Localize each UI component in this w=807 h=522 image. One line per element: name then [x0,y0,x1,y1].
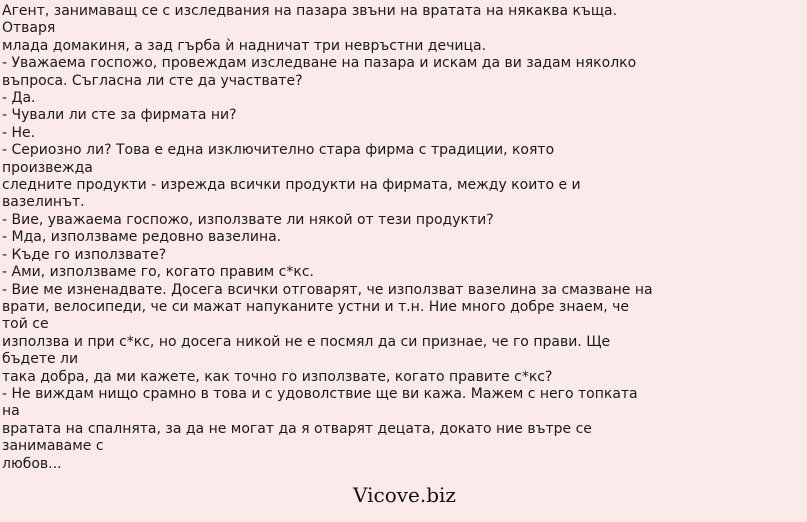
joke-line: вазелинът. [2,194,85,211]
joke-line: следните продукти - изрежда всички продукти на фирмата, между които е и [2,177,581,194]
joke-line: врати, велосипеди, че си мажат напуканите устни и т.н. Ние много добре знаем, че [2,298,630,315]
joke-line: - Сериозно ли? Това е една изключително стара фирма с традиции, която [2,142,555,159]
joke-line: - Вие ме изненадвате. Досега всички отговарят, че използват вазелина за смазване на [2,281,653,298]
joke-line: - Вие, уважаема госпожо, използвате ли някой от тези продукти? [2,211,494,228]
joke-line: - Уважаема госпожо, провеждам изследване на пазара и искам да ви задам няколко [2,55,637,72]
joke-line: - Чували ли сте за фирмата ни? [2,107,237,124]
joke-line: любов... [2,455,62,472]
joke-line: - Не. [2,124,36,141]
joke-line: - Да. [2,90,36,107]
joke-line: въпроса. Съгласна ли сте да участвате? [2,72,303,89]
joke-text [2,3,802,473]
joke-line: произвежда [2,159,93,176]
joke-line: така добра, да ми кажете, как точно го използвате, когато правите с*кс? [2,368,553,385]
joke-line: той се [2,316,49,333]
joke-line: на [2,403,20,420]
joke-line: занимаваме с [2,438,104,455]
joke-line: млада домакиня, а зад гърба ѝ надничат три невръстни дечица. [2,37,487,54]
joke-line: - Ами, използваме го, когато правим с*кс. [2,264,314,281]
joke-line: бъдете ли [2,351,79,368]
joke-line: - Къде го използвате? [2,246,167,263]
joke-line: - Мда, използваме редовно вазелина. [2,229,282,246]
site-footer-brand: Vicove.biz [353,483,456,507]
joke-line: вратата на спалнята, за да не могат да я отварят децата, докато ние вътре се [2,420,592,437]
joke-line: Агент, занимаващ се с изследвания на пазара звъни на вратата на някаква къща. [2,3,618,19]
joke-line: използва и при с*кс, но досега никой не е посмял да си признае, че го прави. Ще [2,333,611,350]
joke-line: - Не виждам нищо срамно в това и с удоволствие ще ви кажа. Мажем с него топката [2,385,638,402]
joke-line: Отваря [2,20,56,37]
